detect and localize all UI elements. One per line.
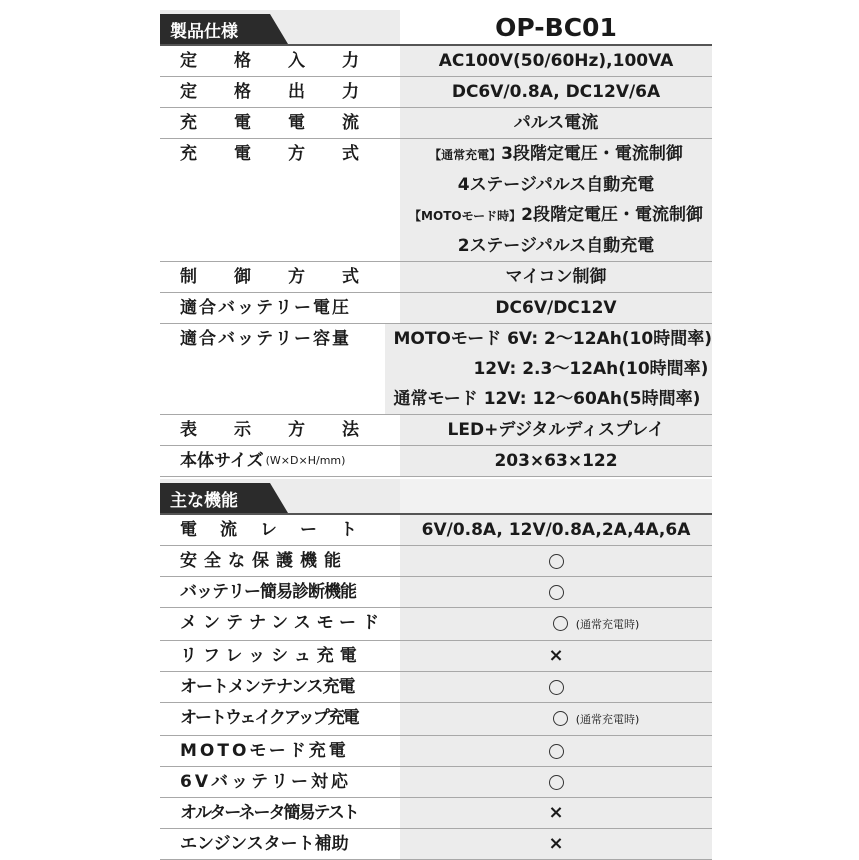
function-label-text: バッテリー簡易診断機能	[180, 582, 356, 602]
function-label	[160, 577, 400, 607]
function-label	[160, 829, 400, 859]
function-value	[400, 703, 712, 735]
function-value	[400, 736, 712, 766]
circle-mark-icon	[549, 744, 564, 759]
function-value-text: 6V/0.8A, 12V/0.8A,2A,4A,6A	[421, 520, 691, 540]
spec-value-line: 2ステージパルス自動充電	[457, 236, 655, 256]
spec-label	[160, 446, 400, 476]
circle-mark-icon	[549, 680, 564, 695]
function-label-text: エンジンスタート補助	[180, 834, 349, 854]
function-value	[400, 546, 712, 576]
function-note: (通常充電時)	[575, 618, 640, 631]
spec-sheet	[160, 10, 712, 860]
function-row	[160, 736, 712, 767]
circle-mark-icon	[553, 711, 568, 726]
cross-mark-icon: ×	[548, 833, 564, 854]
circle-mark-icon	[549, 775, 564, 790]
spec-label-text: 充電方式	[180, 144, 396, 164]
function-label-text: メンテナンスモード	[180, 613, 385, 633]
spec-value-line	[429, 139, 683, 170]
spec-value-line: 12V: 2.3～12Ah(10時間率)	[473, 359, 709, 379]
spec-value	[400, 293, 712, 323]
spec-value	[400, 139, 712, 261]
function-mark	[549, 577, 564, 607]
function-label	[160, 798, 400, 828]
spec-row	[160, 415, 712, 446]
function-row	[160, 703, 712, 736]
function-row	[160, 767, 712, 798]
spec-value-line: マイコン制御	[505, 267, 607, 287]
spec-label-text: 適合バッテリー電圧	[180, 298, 351, 318]
spec-row	[160, 108, 712, 139]
function-row	[160, 546, 712, 577]
spec-value-line: AC100V(50/60Hz),100VA	[438, 51, 674, 71]
spec-label	[160, 139, 400, 169]
spec-label	[160, 108, 400, 138]
spec-label	[160, 324, 385, 354]
spec-label-text: 充電電流	[180, 113, 396, 133]
function-row	[160, 829, 712, 860]
spec-label	[160, 46, 400, 76]
function-label-text: 6Vバッテリー対応	[180, 772, 351, 792]
function-label-text: リフレッシュ充電	[180, 646, 363, 666]
spec-label-text: 本体サイズ	[180, 451, 264, 471]
function-label	[160, 515, 400, 545]
spec-value	[400, 108, 712, 138]
function-value	[400, 798, 712, 828]
circle-mark-icon	[549, 554, 564, 569]
function-mark	[549, 767, 564, 797]
function-label-text: 安全な保護機能	[180, 551, 348, 571]
function-value	[400, 672, 712, 702]
spec-label-text: 定格出力	[180, 82, 396, 102]
function-value	[400, 515, 712, 545]
function-mark	[549, 546, 564, 576]
cross-mark-icon: ×	[548, 645, 564, 666]
function-value	[400, 767, 712, 797]
function-label-text: オルターネータ簡易テスト	[180, 803, 358, 823]
function-label	[160, 641, 400, 671]
spec-value	[400, 446, 712, 476]
spec-label-text: 適合バッテリー容量	[180, 329, 351, 349]
function-value	[400, 829, 712, 859]
function-label	[160, 703, 400, 733]
spec-value	[400, 262, 712, 292]
spec-value-text: 3段階定電圧・電流制御	[501, 144, 683, 164]
model-name: OP-BC01	[400, 10, 712, 44]
function-row	[160, 577, 712, 608]
spec-value-line: 203×63×122	[494, 451, 618, 471]
spec-value-bracket: 【MOTOモード時】	[409, 209, 522, 223]
spec-label	[160, 293, 400, 323]
function-row	[160, 798, 712, 829]
function-row	[160, 608, 712, 641]
function-mark	[473, 608, 640, 640]
spec-row	[160, 46, 712, 77]
spec-value-line: DC6V/0.8A, DC12V/6A	[451, 82, 661, 102]
function-label-text: オートメンテナンス充電	[180, 677, 355, 697]
spec-value-text: 2段階定電圧・電流制御	[521, 205, 703, 225]
spec-value	[385, 324, 712, 414]
spec-label-text: 定格入力	[180, 51, 396, 71]
function-label	[160, 608, 400, 638]
spec-value-line: MOTOモード 6V: 2～12Ah(10時間率)	[393, 329, 712, 349]
spec-label-note: (W×D×H/mm)	[265, 454, 346, 467]
function-label	[160, 546, 400, 576]
spec-row	[160, 262, 712, 293]
function-value	[400, 641, 712, 671]
spec-section-tag: 製品仕様	[160, 14, 270, 44]
spec-label-text: 表示方法	[180, 420, 396, 440]
spec-label	[160, 262, 400, 292]
spec-header	[160, 10, 712, 46]
spec-value-bracket: 【通常充電】	[429, 148, 502, 162]
spec-row	[160, 293, 712, 324]
spec-value-line: 通常モード 12V: 12～60Ah(5時間率)	[393, 389, 701, 409]
circle-mark-icon	[553, 616, 568, 631]
function-label	[160, 767, 400, 797]
function-label-text: 電流レート	[180, 520, 380, 540]
spec-value	[400, 415, 712, 445]
function-value	[400, 577, 712, 607]
spec-label-text: 制御方式	[180, 267, 396, 287]
spec-row	[160, 77, 712, 108]
spec-value	[400, 77, 712, 107]
spec-value-line	[409, 200, 703, 231]
function-row	[160, 515, 712, 546]
function-label	[160, 672, 400, 702]
function-mark	[549, 672, 564, 702]
spec-label	[160, 77, 400, 107]
spec-row	[160, 446, 712, 477]
spec-value-line: LED+デジタルディスプレイ	[447, 420, 665, 440]
functions-section-tag: 主な機能	[160, 483, 270, 513]
function-mark	[473, 703, 640, 735]
function-label	[160, 736, 400, 766]
spec-row	[160, 139, 712, 262]
spec-value-line: 4ステージパルス自動充電	[457, 175, 655, 195]
function-mark	[549, 736, 564, 766]
circle-mark-icon	[549, 585, 564, 600]
spec-value-line: DC6V/DC12V	[495, 298, 617, 318]
spec-label	[160, 415, 400, 445]
function-value	[400, 608, 712, 640]
functions-header	[160, 479, 712, 515]
spec-value-line: パルス電流	[513, 113, 599, 133]
function-note: (通常充電時)	[575, 713, 640, 726]
function-label-text: オートウェイクアップ充電	[180, 708, 358, 728]
cross-mark-icon: ×	[548, 802, 564, 823]
spec-row	[160, 324, 712, 415]
function-row	[160, 641, 712, 672]
function-label-text: MOTOモード充電	[180, 741, 349, 761]
function-row	[160, 672, 712, 703]
spec-value	[400, 46, 712, 76]
